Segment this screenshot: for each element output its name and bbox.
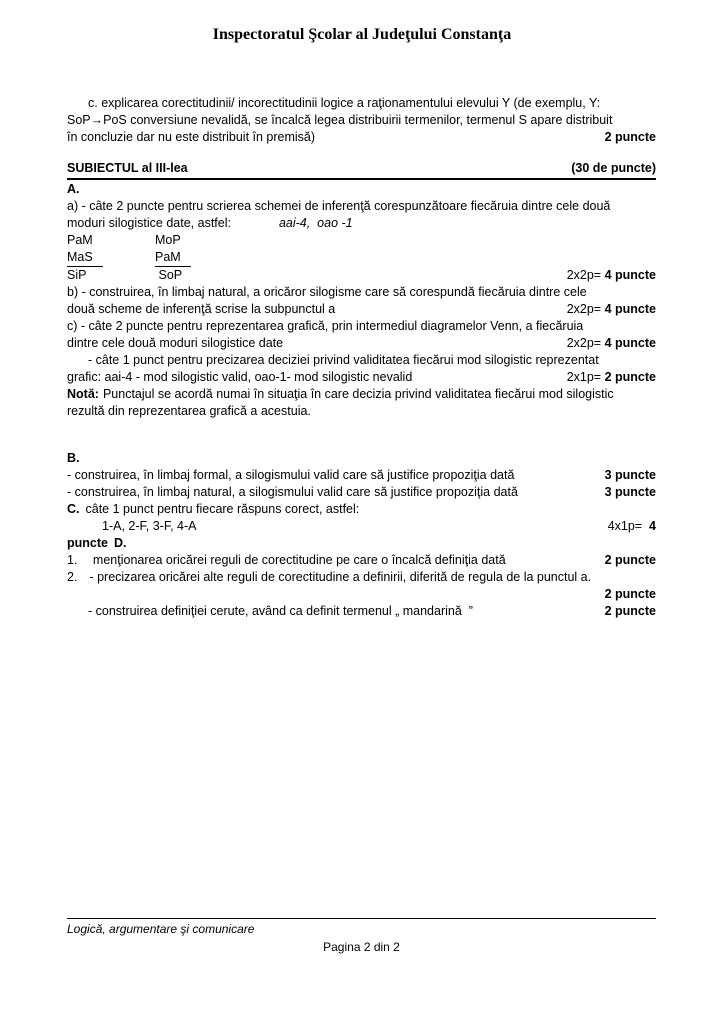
section-b-item-points: 3 puncte <box>604 485 656 499</box>
item-c-line <box>67 95 656 112</box>
section-b-label: B. <box>67 451 80 465</box>
section-a-item-c-line <box>67 335 656 352</box>
validity-decision-text: grafic: aai-4 - mod silogistic valid, oao-1- mod silogistic nevalid <box>67 370 413 384</box>
syllogism-modes: aai-4, oao -1 <box>278 216 353 230</box>
nota-label: Notă: <box>67 387 99 401</box>
subject3-heading <box>67 160 656 180</box>
section-a-item-b-line <box>67 284 656 301</box>
item-c-text: în concluzie dar nu este distribuit în premisă) <box>67 130 316 144</box>
section-a-item-b-line <box>67 301 656 318</box>
footer-course: Logică, argumentare şi comunicare <box>67 922 255 936</box>
points-formula: 4x1p= <box>607 519 650 533</box>
validity-points <box>567 369 656 386</box>
section-a-item-c-line <box>67 318 656 335</box>
section-b-item-text: - construirea, în limbaj natural, a silogismului valid care să justifice propoziţia dată <box>67 485 518 499</box>
spacer <box>67 420 656 450</box>
page-title: Inspectoratul Şcolar al Judeţului Constanţa <box>212 26 512 43</box>
syllogism-conclusion: SoP <box>158 268 183 282</box>
nota-line <box>67 386 656 403</box>
syllogism-premise: PaM <box>67 233 93 247</box>
section-c-points <box>608 518 656 535</box>
section-d-item-line <box>67 603 656 620</box>
subject3-title: SUBIECTUL al III-lea <box>67 161 188 175</box>
syllogism-premise-cell <box>67 249 155 267</box>
section-d-label: D. <box>113 536 127 550</box>
section-d-item-text: - precizarea oricărei alte reguli de corectitudine a definirii, diferită de regula de la punctul a. <box>89 570 592 584</box>
document-content <box>67 95 656 620</box>
section-a-item-c-text: dintre cele două moduri silogistice date <box>67 336 284 350</box>
item-c-text: SoP→PoS conversiune nevalidă, se încalcă legea distribuirii termenilor, termenul S apare distribuit <box>67 113 613 127</box>
section-a-item-a-text: moduri silogistice date, astfel: <box>67 216 231 230</box>
points-value: 4 puncte <box>604 268 656 282</box>
syllogism-conclusion-pair <box>67 267 182 284</box>
section-a-item-b-text: două scheme de inferenţă scrise la subpunctul a <box>67 302 336 316</box>
section-c-answers-line <box>67 518 656 535</box>
section-b-item-line <box>67 467 656 484</box>
section-a-label-line <box>67 181 656 198</box>
item-c-venn-points <box>567 335 656 352</box>
subject3-points: (30 de puncte) <box>571 161 656 175</box>
section-d-item-number: 1. <box>67 553 78 567</box>
section-d-item <box>67 552 506 569</box>
validity-decision-line <box>67 352 656 369</box>
points-formula: 2x2p= <box>566 268 605 282</box>
points-formula: 2x2p= <box>566 336 605 350</box>
section-c-answers: 1-A, 2-F, 3-F, 4-A <box>102 519 197 533</box>
section-d-item-points: 2 puncte <box>604 587 656 601</box>
section-b-label-line <box>67 450 656 467</box>
section-c-label: C. <box>67 502 80 516</box>
section-d-item-text: - construirea definiţiei cerute, având ca definit termenul „ mandarină ” <box>88 604 473 618</box>
nota-text: Punctajul se acordă numai în situaţia în care decizia privind validitatea fiecărui mod silogistic <box>102 387 614 401</box>
section-d-item-points: 2 puncte <box>604 604 656 618</box>
points-formula: 2x2p= <box>566 302 605 316</box>
section-a-item-c-text: c) - câte 2 puncte pentru reprezentarea grafică, prin intermediul diagramelor Venn, a fiecăruia <box>67 319 584 333</box>
section-a-item-a-line <box>67 215 656 232</box>
page-footer <box>67 918 656 954</box>
item-c-text: c. explicarea corectitudinii/ incorectitudinii logice a raţionamentului elevului Y (de exemplu, Y: <box>88 96 601 110</box>
section-c-wrap-line <box>67 535 656 552</box>
syllogism-row <box>67 267 656 284</box>
syllogism-row <box>67 232 656 249</box>
section-b-item-points: 3 puncte <box>604 468 656 482</box>
section-c-intro-line <box>67 501 656 518</box>
validity-decision-text: - câte 1 punct pentru precizarea deciziei privind validitatea fiecărui mod silogistic reprezentat <box>88 353 599 367</box>
section-d-item-line <box>67 569 656 586</box>
points-value: 4 puncte <box>604 336 656 350</box>
points-value: 2 puncte <box>604 370 656 384</box>
syllogism-row <box>67 249 656 267</box>
section-a-item-a-text: a) - câte 2 puncte pentru scrierea schemei de inferenţă corespunzătoare fiecăruia dintre cele două <box>67 199 611 213</box>
nota-line <box>67 403 656 420</box>
section-a-item-a-line <box>67 198 656 215</box>
points-value: 4 puncte <box>604 302 656 316</box>
syllogism-premise: MoP <box>155 233 181 247</box>
section-d-item-number: 2. <box>67 570 78 584</box>
section-c-intro: câte 1 punct pentru fiecare răspuns corect, astfel: <box>85 502 360 516</box>
section-a-item-b-text: b) - construirea, în limbaj natural, a oricăror silogisme care să corespundă fiecăruia dintre cele <box>67 285 587 299</box>
footer-page-number: Pagina 2 din 2 <box>323 940 400 954</box>
section-a-label: A. <box>67 182 80 196</box>
item-b-points <box>567 301 656 318</box>
item-c-line <box>67 112 656 129</box>
section-d-item-points: 2 puncte <box>604 553 656 567</box>
nota-text: rezultă din reprezentarea grafică a acestuia. <box>67 404 311 418</box>
section-c-points-wrap: puncte <box>67 536 108 550</box>
section-d-item-text: menţionarea oricărei reguli de corectitudine pe care o încalcă definiţia dată <box>92 553 506 567</box>
footer-divider <box>67 918 656 919</box>
syllogism-conclusion: SiP <box>67 268 87 282</box>
syllogism-premise: PaM <box>155 249 191 267</box>
item-c-line <box>67 129 656 146</box>
section-d-item-line <box>67 552 656 569</box>
validity-decision-line <box>67 369 656 386</box>
points-value: 4 <box>649 519 656 533</box>
section-b-item-line <box>67 484 656 501</box>
section-d-points-line <box>67 586 656 603</box>
syllogism-premise: MaS <box>67 249 103 267</box>
points-formula: 2x1p= <box>566 370 605 384</box>
item-c-points: 2 puncte <box>604 130 656 144</box>
item-a-points <box>567 267 656 284</box>
section-b-item-text: - construirea, în limbaj formal, a silogismului valid care să justifice propoziţia dată <box>67 468 515 482</box>
